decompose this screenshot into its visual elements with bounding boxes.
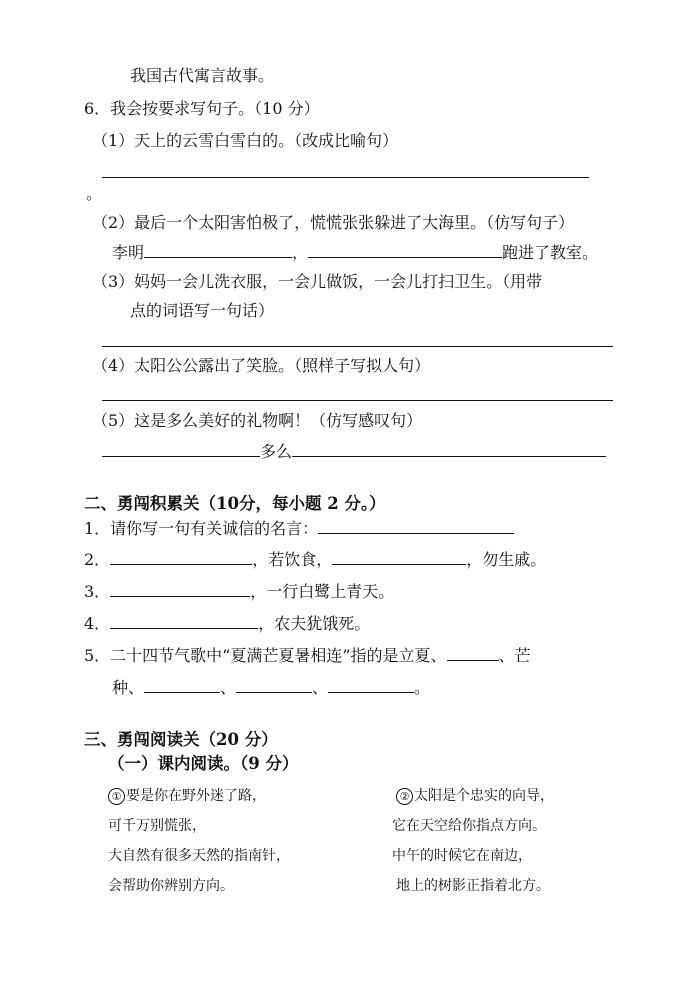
blank-item5-3[interactable] <box>236 678 312 693</box>
q6-s5-word: 多么 <box>260 442 293 461</box>
poem2-line1 <box>396 786 554 806</box>
q6-s2-fill <box>112 243 598 263</box>
q6-continuation: 我国古代寓言故事。 <box>130 66 275 85</box>
q6-s1: （1）天上的云雪白雪白的。（改成比喻句） <box>92 131 399 150</box>
poem1-line3: 大自然有很多天然的指南针， <box>108 848 290 864</box>
answer-line-s1[interactable] <box>102 177 589 178</box>
q6-s3a: （3）妈妈一会儿洗衣服，一会儿做饭，一会儿打扫卫生。（用带 <box>92 272 543 291</box>
poem1-line2: 可千万别慌张， <box>108 818 206 834</box>
q6-s4: （4）太阳公公露出了笑脸。（照样子写拟人句） <box>92 356 431 375</box>
poem2-line2: 它在天空给你指点方向。 <box>392 818 546 834</box>
circled-number-2: ② <box>396 788 413 805</box>
sec2-item2-mid: ，若饮食， <box>252 550 333 569</box>
answer-line-s3[interactable] <box>102 346 613 347</box>
blank-item2-2[interactable] <box>332 550 466 565</box>
q6-title: 6．我会按要求写句子。（10 分） <box>84 99 320 118</box>
blank-item3[interactable] <box>110 582 250 597</box>
sec2-item3-text: ，一行白鹭上青天。 <box>250 582 395 601</box>
circled-number-1: ① <box>108 788 125 805</box>
sec2-item2-num: 2． <box>84 550 111 569</box>
sec2-item5-sep1: 、 <box>220 678 237 697</box>
sec2-item1 <box>84 519 514 539</box>
sec2-item5-end: 。 <box>414 678 431 697</box>
q6-s1-dot: 。 <box>86 184 103 203</box>
sec2-item4 <box>84 614 370 634</box>
blank-s2-1[interactable] <box>144 243 292 258</box>
sec2-title: 二、勇闯积累关（10分，每小题 2 分。） <box>84 494 386 513</box>
sec2-item5-text: 5．二十四节气歌中“夏满芒夏暑相连”指的是立夏、 <box>84 646 447 665</box>
sec2-item3 <box>84 582 394 602</box>
blank-s5-1[interactable] <box>102 442 260 457</box>
poem1-line1-text: 要是你在野外迷了路， <box>126 788 266 804</box>
blank-s2-2[interactable] <box>308 243 502 258</box>
sec2-item2-end: ，勿生戚。 <box>466 550 547 569</box>
sec2-item1-text: 1．请你写一句有关诚信的名言： <box>84 519 319 538</box>
sec2-item3-num: 3． <box>84 582 111 601</box>
blank-item5-4[interactable] <box>328 678 414 693</box>
poem1-line4: 会帮助你辨别方向。 <box>108 878 234 894</box>
poem2-line3: 中午的时候它在南边， <box>392 848 532 864</box>
sec2-item5-sep2: 、 <box>312 678 329 697</box>
sec2-item5 <box>84 646 531 666</box>
q6-s5-fill <box>102 442 606 462</box>
sec3-subtitle: （一）课内阅读。（9 分） <box>108 754 299 773</box>
sec2-item5-zhong: 种、 <box>112 678 145 697</box>
sec2-item4-text: ，农夫犹饿死。 <box>258 614 371 633</box>
q6-s5: （5）这是多么美好的礼物啊！（仿写感叹句） <box>92 411 423 430</box>
sec2-item4-num: 4． <box>84 614 111 633</box>
sec3-title: 三、勇闯阅读关（20 分） <box>84 730 278 749</box>
answer-line-s4[interactable] <box>102 400 613 401</box>
sec2-item5-cont <box>112 678 430 698</box>
blank-item5-2[interactable] <box>144 678 220 693</box>
blank-item4[interactable] <box>110 614 258 629</box>
poem2-line1-text: 太阳是个忠实的向导， <box>414 788 554 804</box>
blank-item5-1[interactable] <box>447 646 499 661</box>
blank-item2-1[interactable] <box>110 550 252 565</box>
poem1-line1 <box>108 786 266 806</box>
q6-s2-suffix: 跑进了教室。 <box>502 243 599 262</box>
poem2-line4: 地上的树影正指着北方。 <box>396 878 550 894</box>
q6-s2: （2）最后一个太阳害怕极了，慌慌张张躲进了大海里。（仿写句子） <box>92 213 575 232</box>
q6-s3b: 点的词语写一句话） <box>130 301 275 320</box>
blank-s5-2[interactable] <box>292 442 606 457</box>
q6-s2-prefix: 李明 <box>112 243 145 262</box>
sec2-item5-tail: 、芒 <box>498 646 531 665</box>
blank-item1[interactable] <box>318 519 514 534</box>
sec2-item2 <box>84 550 546 570</box>
q6-s2-comma: ， <box>292 243 309 262</box>
